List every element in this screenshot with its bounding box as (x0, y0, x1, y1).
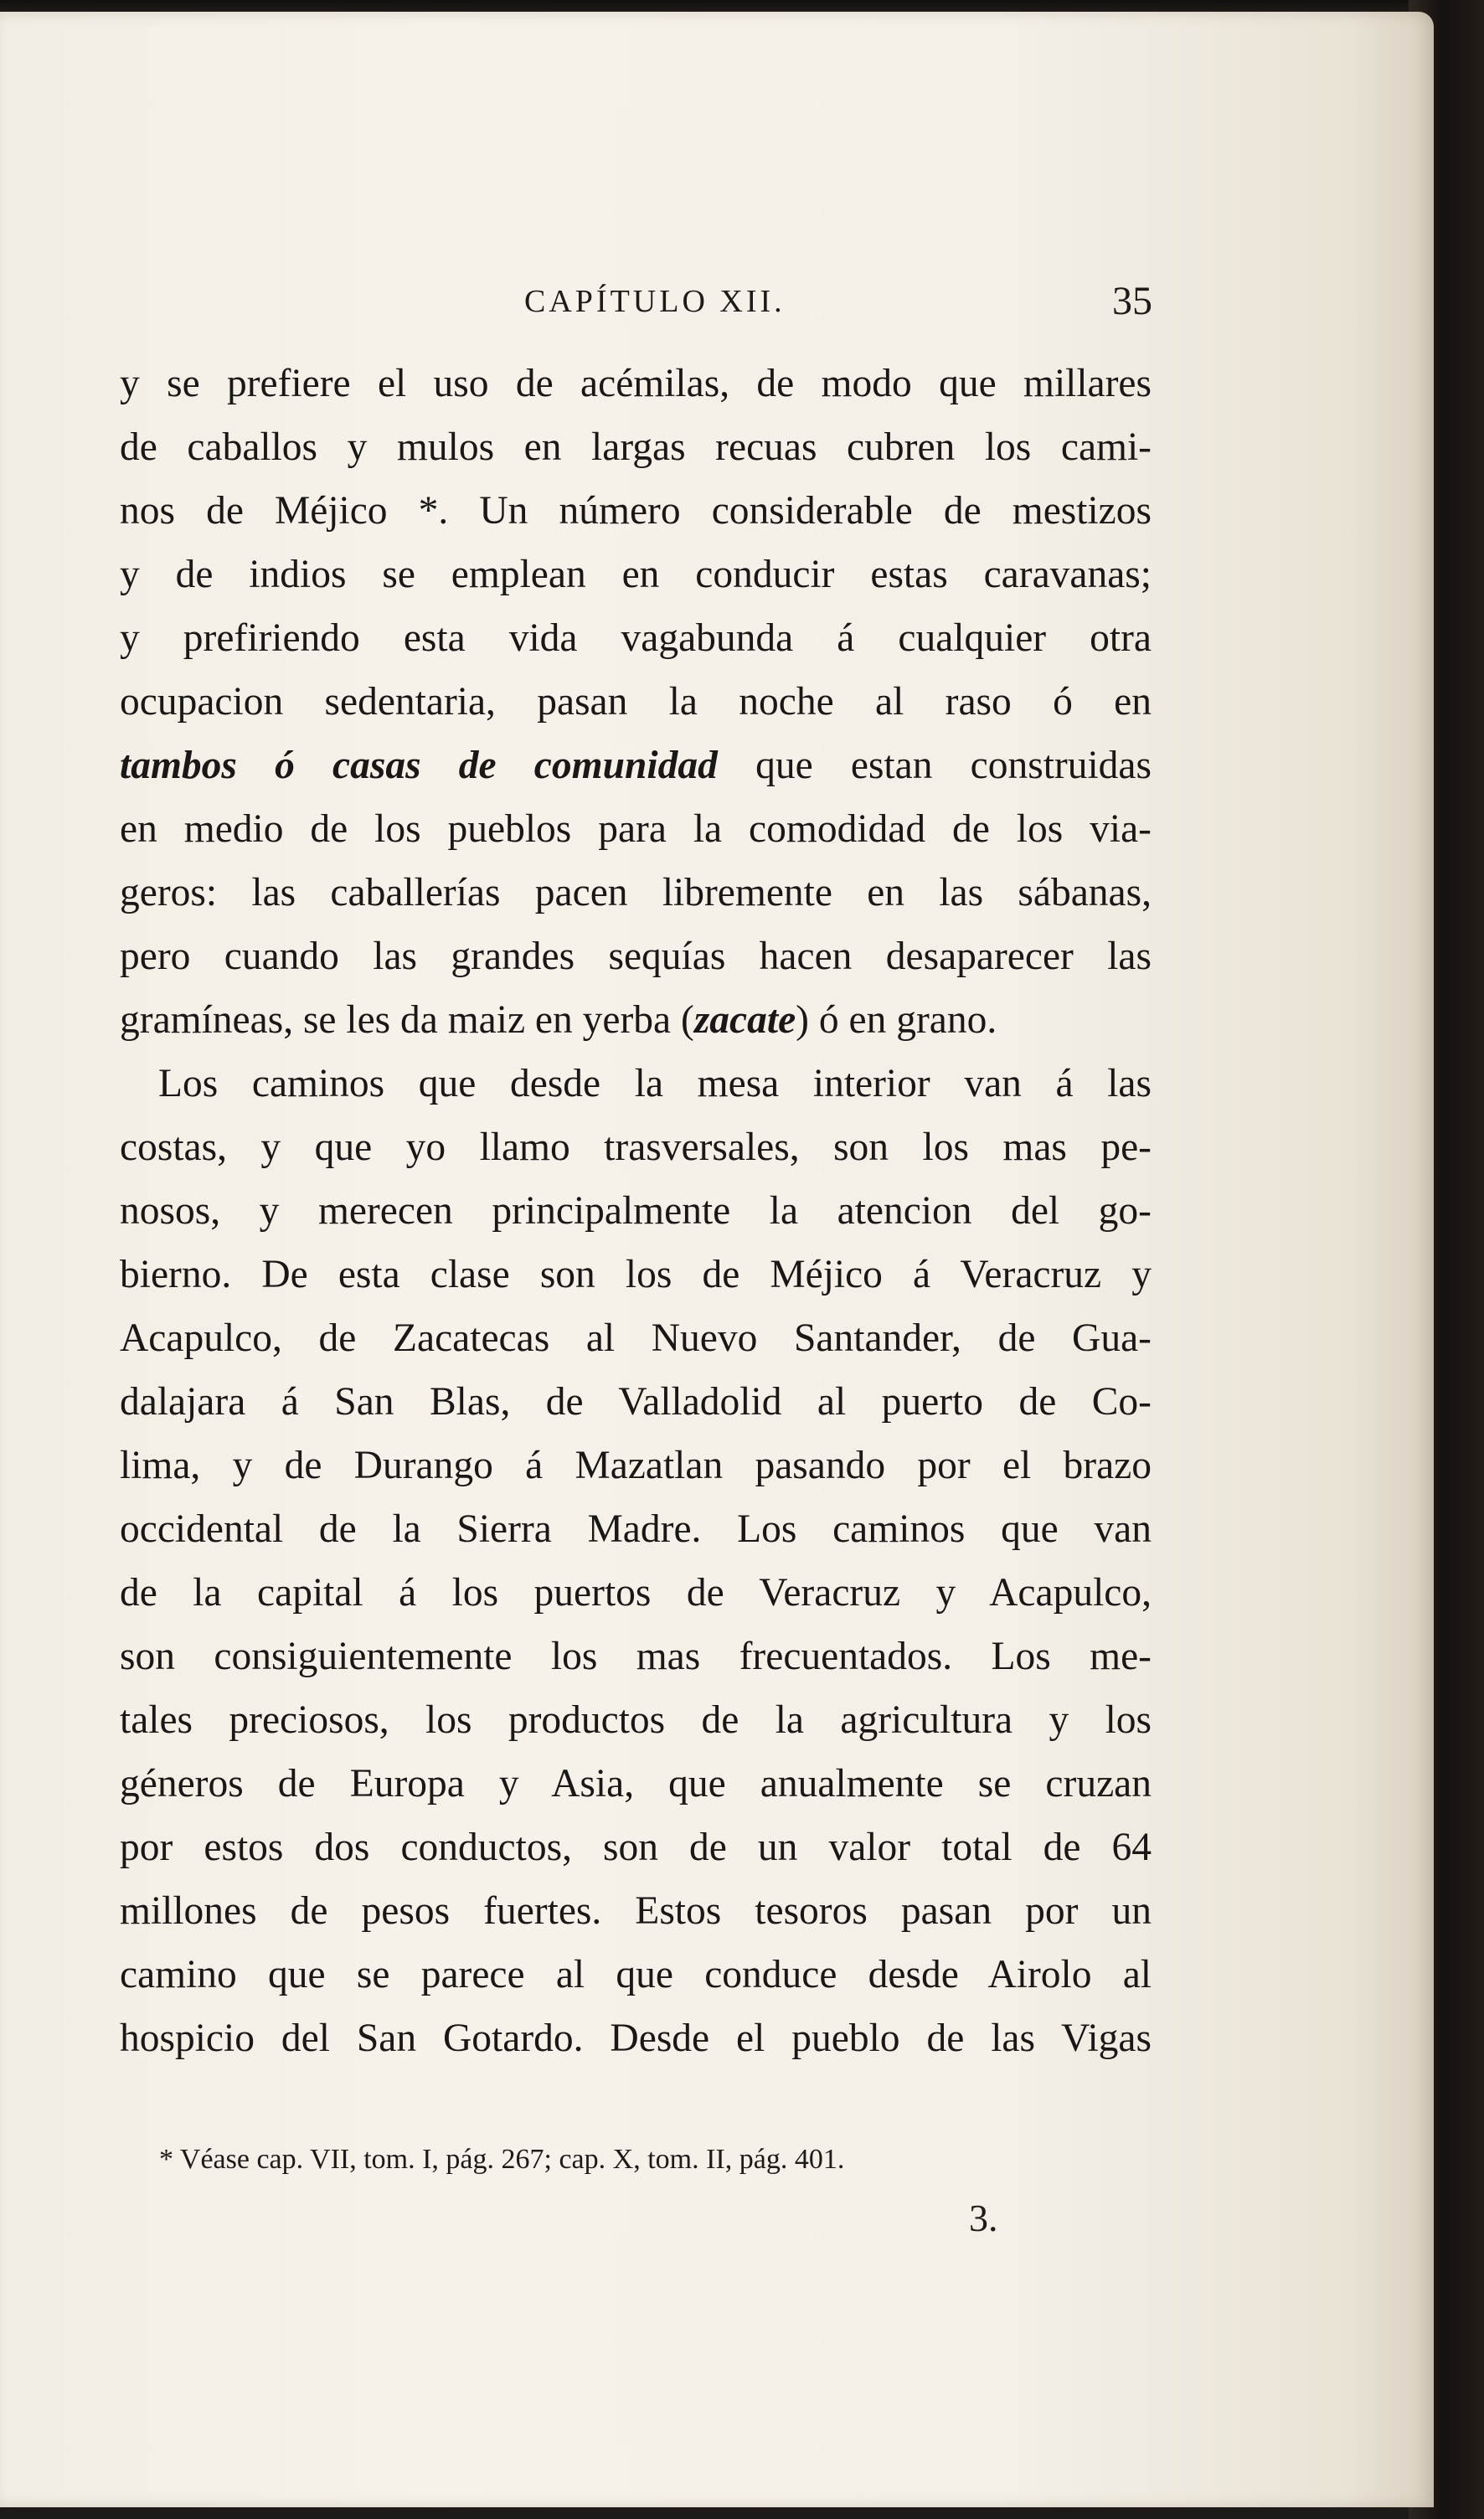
signature-mark: 3. (969, 2197, 998, 2239)
text-line (120, 988, 1152, 1052)
text-line: tales preciosos, los productos de la agricultura y los (120, 1698, 1152, 1742)
text-line: nosos, y merecen principalmente la atencion del go- (120, 1189, 1152, 1233)
body-text (120, 352, 1152, 2070)
italic-term: tambos ó casas de comunidad (120, 744, 718, 787)
footnote: * Véase cap. VII, tom. I, pág. 267; cap. X, tom. II, pág. 401. (159, 2144, 845, 2175)
text-line: occidental de la Sierra Madre. Los caminos que van (120, 1507, 1152, 1551)
text-line: son consiguientemente los mas frecuentados. Los me- (120, 1635, 1152, 1678)
text-line: de la capital á los puertos de Veracruz y Acapulco, (120, 1571, 1152, 1615)
text-fragment: gramíneas, se les da maiz en yerba ( (120, 998, 694, 1042)
text-line: Acapulco, de Zacatecas al Nuevo Santander, de Gua- (120, 1316, 1152, 1360)
page-number: 35 (1112, 279, 1152, 323)
page-header (524, 278, 1152, 337)
text-line: y de indios se emplean en conducir estas caravanas; (120, 553, 1152, 596)
text-line: lima, y de Durango á Mazatlan pasando por el brazo (120, 1444, 1152, 1487)
text-line: hospicio del San Gotardo. Desde el pueblo de las Vigas (120, 2017, 1152, 2060)
text-line: millones de pesos fuertes. Estos tesoros pasan por un (120, 1889, 1152, 1933)
text-line: costas, y que yo llamo trasversales, son los mas pe- (120, 1126, 1152, 1169)
text-line: de caballos y mulos en largas recuas cubren los cami- (120, 425, 1152, 469)
text-fragment: ) ó en grano. (796, 998, 997, 1042)
text-line: nos de Méjico *. Un número considerable de mestizos (120, 489, 1152, 533)
text-line: ocupacion sedentaria, pasan la noche al raso ó en (120, 680, 1152, 724)
text-line: dalajara á San Blas, de Valladolid al puerto de Co- (120, 1380, 1152, 1424)
text-line: Los caminos que desde la mesa interior van á las (158, 1062, 1152, 1105)
text-fragment: que estan construidas (717, 744, 1152, 787)
text-line: camino que se parece al que conduce desde Airolo al (120, 1953, 1152, 1996)
text-line: y se prefiere el uso de acémilas, de modo que millares (120, 362, 1152, 405)
italic-term: zacate (693, 998, 796, 1042)
text-line (120, 734, 1152, 797)
text-line: pero cuando las grandes sequías hacen desaparecer las (120, 935, 1152, 978)
text-line: bierno. De esta clase son los de Méjico á Veracruz y (120, 1253, 1152, 1296)
running-title: CAPÍTULO XII. (524, 284, 786, 319)
text-line: en medio de los pueblos para la comodidad de los via- (120, 807, 1152, 851)
text-line: y prefiriendo esta vida vagabunda á cualquier otra (120, 616, 1152, 660)
text-line: géneros de Europa y Asia, que anualmente se cruzan (120, 1762, 1152, 1806)
text-line: geros: las caballerías pacen libremente en las sábanas, (120, 871, 1152, 914)
text-line: por estos dos conductos, son de un valor total de 64 (120, 1826, 1152, 1869)
